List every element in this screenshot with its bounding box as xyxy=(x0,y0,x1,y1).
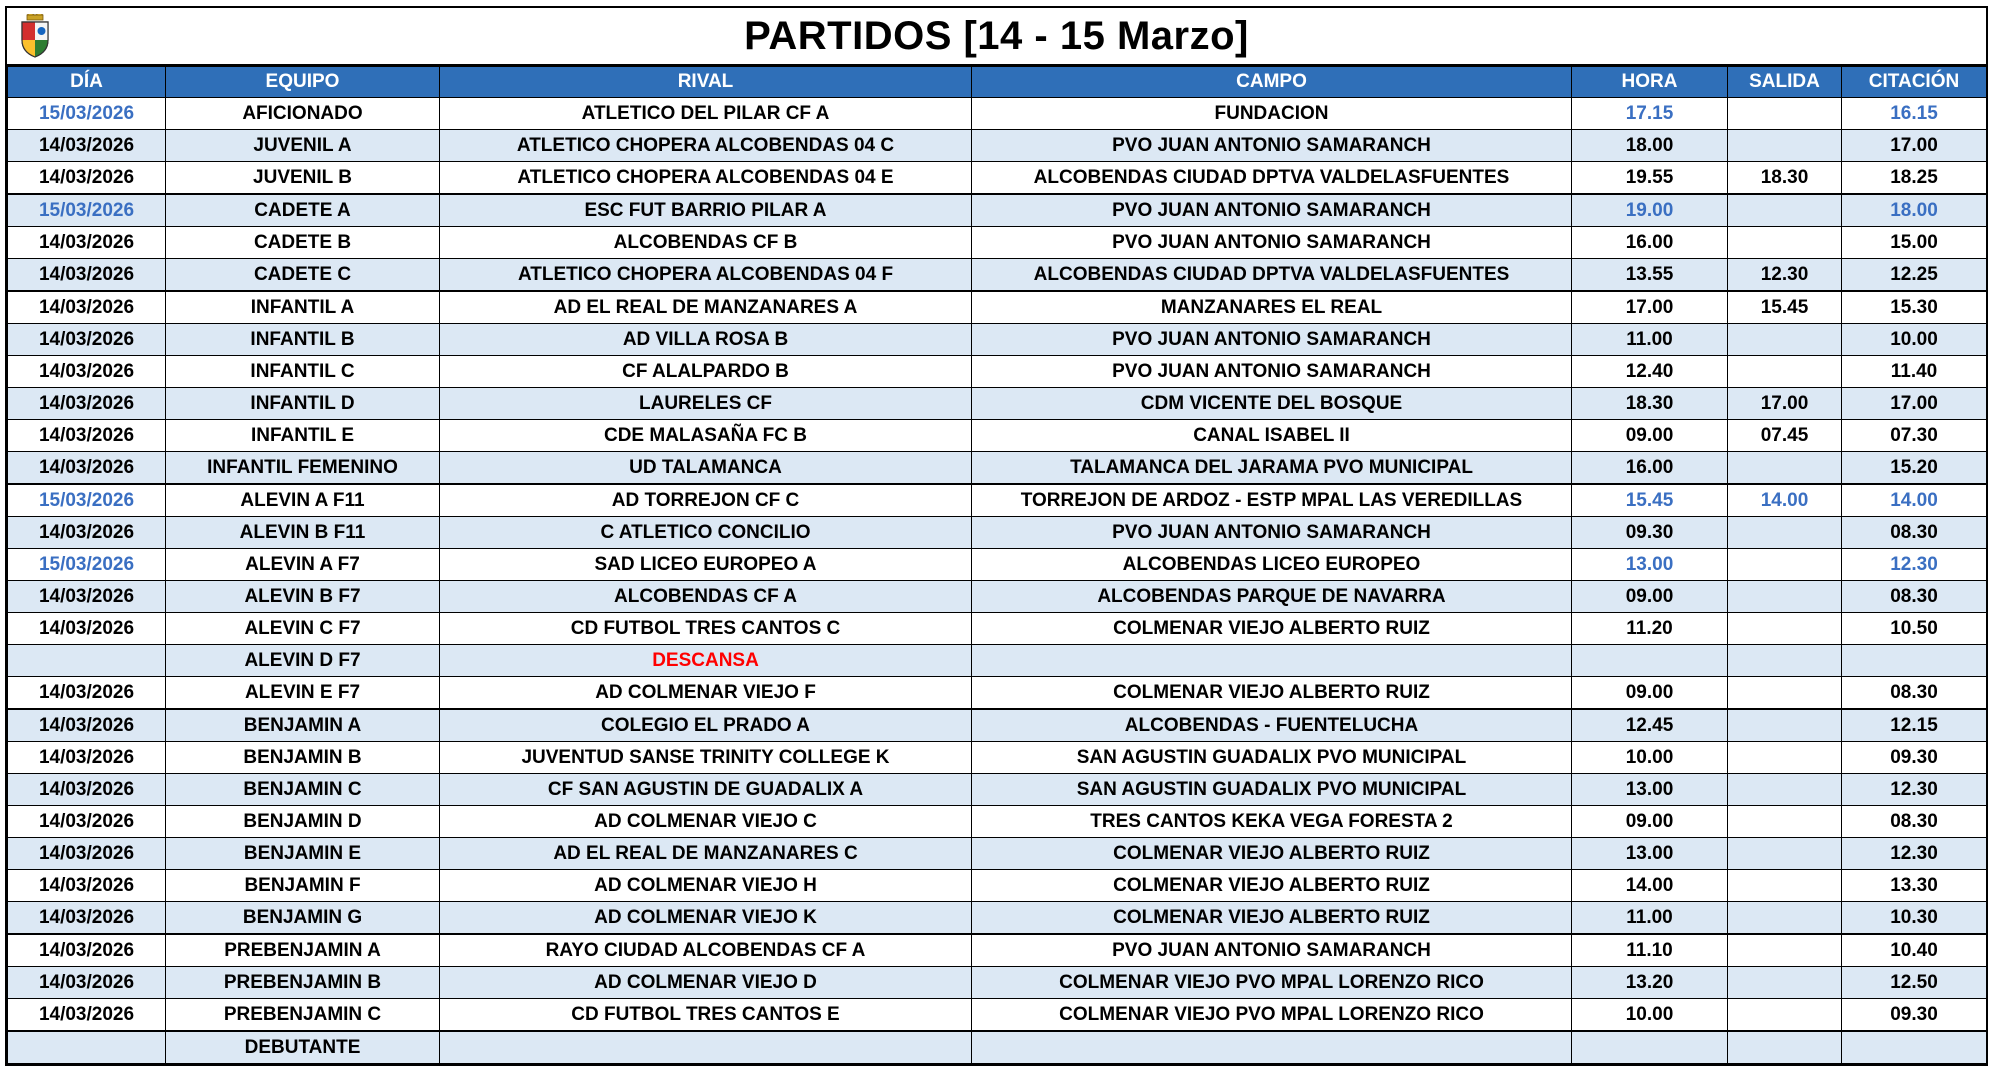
cell-hora xyxy=(1572,645,1728,677)
col-header-salida: SALIDA xyxy=(1728,67,1842,98)
table-row xyxy=(8,388,1987,420)
table-row xyxy=(8,806,1987,838)
cell-campo: COLMENAR VIEJO ALBERTO RUIZ xyxy=(972,902,1572,935)
cell-rival: SAD LICEO EUROPEO A xyxy=(440,549,972,581)
table-row xyxy=(8,967,1987,999)
table-row xyxy=(8,324,1987,356)
cell-citacion: 09.30 xyxy=(1842,999,1987,1032)
cell-campo: COLMENAR VIEJO ALBERTO RUIZ xyxy=(972,613,1572,645)
cell-campo: PVO JUAN ANTONIO SAMARANCH xyxy=(972,934,1572,967)
cell-campo: ALCOBENDAS CIUDAD DPTVA VALDELASFUENTES xyxy=(972,162,1572,195)
cell-rival: COLEGIO EL PRADO A xyxy=(440,709,972,742)
cell-citacion: 07.30 xyxy=(1842,420,1987,452)
cell-dia: 14/03/2026 xyxy=(8,838,166,870)
cell-campo: PVO JUAN ANTONIO SAMARANCH xyxy=(972,130,1572,162)
cell-hora: 09.00 xyxy=(1572,581,1728,613)
cell-salida xyxy=(1728,130,1842,162)
cell-campo: ALCOBENDAS LICEO EUROPEO xyxy=(972,549,1572,581)
cell-equipo: BENJAMIN B xyxy=(166,742,440,774)
cell-rival: AD EL REAL DE MANZANARES C xyxy=(440,838,972,870)
cell-salida xyxy=(1728,774,1842,806)
match-schedule-sheet xyxy=(5,6,1988,1066)
cell-dia: 14/03/2026 xyxy=(8,259,166,292)
cell-citacion: 15.00 xyxy=(1842,227,1987,259)
cell-equipo: BENJAMIN G xyxy=(166,902,440,935)
cell-hora: 11.00 xyxy=(1572,902,1728,935)
cell-rival: AD COLMENAR VIEJO C xyxy=(440,806,972,838)
cell-citacion: 14.00 xyxy=(1842,484,1987,517)
cell-citacion: 10.40 xyxy=(1842,934,1987,967)
cell-rival: ESC FUT BARRIO PILAR A xyxy=(440,194,972,227)
cell-rival: UD TALAMANCA xyxy=(440,452,972,485)
cell-equipo: BENJAMIN F xyxy=(166,870,440,902)
cell-dia: 14/03/2026 xyxy=(8,356,166,388)
cell-equipo: CADETE C xyxy=(166,259,440,292)
cell-dia xyxy=(8,1031,166,1064)
cell-rival: ATLETICO CHOPERA ALCOBENDAS 04 E xyxy=(440,162,972,195)
cell-dia: 14/03/2026 xyxy=(8,709,166,742)
cell-rival: CD FUTBOL TRES CANTOS E xyxy=(440,999,972,1032)
cell-hora: 10.00 xyxy=(1572,742,1728,774)
cell-equipo: INFANTIL FEMENINO xyxy=(166,452,440,485)
cell-hora: 13.20 xyxy=(1572,967,1728,999)
cell-salida xyxy=(1728,356,1842,388)
cell-hora: 19.00 xyxy=(1572,194,1728,227)
cell-campo: CANAL ISABEL II xyxy=(972,420,1572,452)
cell-citacion: 08.30 xyxy=(1842,581,1987,613)
cell-citacion: 16.15 xyxy=(1842,98,1987,130)
cell-campo: ALCOBENDAS - FUENTELUCHA xyxy=(972,709,1572,742)
cell-hora: 14.00 xyxy=(1572,870,1728,902)
cell-salida xyxy=(1728,613,1842,645)
cell-citacion: 08.30 xyxy=(1842,806,1987,838)
cell-hora: 19.55 xyxy=(1572,162,1728,195)
cell-equipo: BENJAMIN E xyxy=(166,838,440,870)
col-header-rival: RIVAL xyxy=(440,67,972,98)
cell-hora: 16.00 xyxy=(1572,227,1728,259)
cell-equipo: DEBUTANTE xyxy=(166,1031,440,1064)
cell-citacion xyxy=(1842,645,1987,677)
cell-equipo: ALEVIN D F7 xyxy=(166,645,440,677)
cell-salida xyxy=(1728,934,1842,967)
table-row xyxy=(8,420,1987,452)
cell-hora: 09.30 xyxy=(1572,517,1728,549)
cell-equipo: ALEVIN A F11 xyxy=(166,484,440,517)
cell-citacion: 12.50 xyxy=(1842,967,1987,999)
table-row xyxy=(8,356,1987,388)
cell-hora: 18.00 xyxy=(1572,130,1728,162)
cell-hora: 13.00 xyxy=(1572,774,1728,806)
cell-rival: CF SAN AGUSTIN DE GUADALIX A xyxy=(440,774,972,806)
cell-rival: AD EL REAL DE MANZANARES A xyxy=(440,291,972,324)
cell-citacion: 13.30 xyxy=(1842,870,1987,902)
cell-citacion: 17.00 xyxy=(1842,130,1987,162)
page-title: PARTIDOS [14 - 15 Marzo] xyxy=(744,13,1249,58)
table-row xyxy=(8,484,1987,517)
cell-equipo: INFANTIL D xyxy=(166,388,440,420)
cell-equipo: BENJAMIN C xyxy=(166,774,440,806)
cell-salida: 12.30 xyxy=(1728,259,1842,292)
cell-equipo: ALEVIN A F7 xyxy=(166,549,440,581)
cell-rival: AD COLMENAR VIEJO K xyxy=(440,902,972,935)
cell-dia: 14/03/2026 xyxy=(8,742,166,774)
cell-campo: TRES CANTOS KEKA VEGA FORESTA 2 xyxy=(972,806,1572,838)
cell-salida: 18.30 xyxy=(1728,162,1842,195)
cell-salida xyxy=(1728,517,1842,549)
cell-hora: 17.15 xyxy=(1572,98,1728,130)
cell-rival: CD FUTBOL TRES CANTOS C xyxy=(440,613,972,645)
cell-campo: PVO JUAN ANTONIO SAMARANCH xyxy=(972,517,1572,549)
cell-hora: 13.55 xyxy=(1572,259,1728,292)
col-header-campo: CAMPO xyxy=(972,67,1572,98)
cell-dia: 14/03/2026 xyxy=(8,999,166,1032)
cell-salida xyxy=(1728,194,1842,227)
cell-salida: 17.00 xyxy=(1728,388,1842,420)
cell-equipo: ALEVIN E F7 xyxy=(166,677,440,710)
cell-salida xyxy=(1728,581,1842,613)
cell-salida: 15.45 xyxy=(1728,291,1842,324)
cell-citacion: 12.15 xyxy=(1842,709,1987,742)
cell-dia: 14/03/2026 xyxy=(8,870,166,902)
cell-campo: CDM VICENTE DEL BOSQUE xyxy=(972,388,1572,420)
cell-dia: 15/03/2026 xyxy=(8,194,166,227)
cell-campo: FUNDACION xyxy=(972,98,1572,130)
cell-equipo: ALEVIN B F7 xyxy=(166,581,440,613)
cell-hora: 15.45 xyxy=(1572,484,1728,517)
cell-rival: AD COLMENAR VIEJO D xyxy=(440,967,972,999)
cell-campo: COLMENAR VIEJO ALBERTO RUIZ xyxy=(972,838,1572,870)
table-row xyxy=(8,227,1987,259)
cell-dia: 14/03/2026 xyxy=(8,130,166,162)
table-header-row xyxy=(8,67,1987,98)
table-row xyxy=(8,934,1987,967)
cell-equipo: CADETE A xyxy=(166,194,440,227)
cell-dia: 14/03/2026 xyxy=(8,517,166,549)
cell-dia: 15/03/2026 xyxy=(8,484,166,517)
cell-hora: 17.00 xyxy=(1572,291,1728,324)
cell-dia: 14/03/2026 xyxy=(8,613,166,645)
club-crest-icon xyxy=(17,14,53,58)
cell-dia: 14/03/2026 xyxy=(8,420,166,452)
cell-dia: 14/03/2026 xyxy=(8,934,166,967)
cell-citacion: 10.00 xyxy=(1842,324,1987,356)
cell-campo: PVO JUAN ANTONIO SAMARANCH xyxy=(972,194,1572,227)
title-row xyxy=(7,8,1986,66)
cell-equipo: PREBENJAMIN B xyxy=(166,967,440,999)
table-row xyxy=(8,291,1987,324)
cell-campo: PVO JUAN ANTONIO SAMARANCH xyxy=(972,324,1572,356)
cell-campo: PVO JUAN ANTONIO SAMARANCH xyxy=(972,356,1572,388)
cell-salida: 14.00 xyxy=(1728,484,1842,517)
cell-salida xyxy=(1728,98,1842,130)
cell-hora: 09.00 xyxy=(1572,806,1728,838)
cell-rival: AD TORREJON CF C xyxy=(440,484,972,517)
cell-dia: 14/03/2026 xyxy=(8,227,166,259)
cell-equipo: JUVENIL A xyxy=(166,130,440,162)
cell-campo: COLMENAR VIEJO PVO MPAL LORENZO RICO xyxy=(972,967,1572,999)
col-header-hora: HORA xyxy=(1572,67,1728,98)
cell-rival: ATLETICO CHOPERA ALCOBENDAS 04 F xyxy=(440,259,972,292)
cell-hora: 12.40 xyxy=(1572,356,1728,388)
cell-equipo: INFANTIL B xyxy=(166,324,440,356)
cell-salida xyxy=(1728,324,1842,356)
cell-salida xyxy=(1728,645,1842,677)
cell-campo: SAN AGUSTIN GUADALIX PVO MUNICIPAL xyxy=(972,742,1572,774)
cell-rival: DESCANSA xyxy=(440,645,972,677)
cell-hora: 10.00 xyxy=(1572,999,1728,1032)
cell-equipo: INFANTIL A xyxy=(166,291,440,324)
table-row xyxy=(8,98,1987,130)
cell-campo: PVO JUAN ANTONIO SAMARANCH xyxy=(972,227,1572,259)
cell-campo: TALAMANCA DEL JARAMA PVO MUNICIPAL xyxy=(972,452,1572,485)
cell-rival: AD COLMENAR VIEJO F xyxy=(440,677,972,710)
table-row xyxy=(8,742,1987,774)
table-row xyxy=(8,259,1987,292)
cell-citacion: 08.30 xyxy=(1842,677,1987,710)
cell-dia: 14/03/2026 xyxy=(8,581,166,613)
cell-salida xyxy=(1728,999,1842,1032)
cell-salida xyxy=(1728,902,1842,935)
cell-dia: 14/03/2026 xyxy=(8,324,166,356)
cell-salida xyxy=(1728,1031,1842,1064)
cell-citacion: 12.30 xyxy=(1842,838,1987,870)
cell-citacion: 17.00 xyxy=(1842,388,1987,420)
cell-campo: COLMENAR VIEJO PVO MPAL LORENZO RICO xyxy=(972,999,1572,1032)
cell-equipo: AFICIONADO xyxy=(166,98,440,130)
cell-salida: 07.45 xyxy=(1728,420,1842,452)
table-row xyxy=(8,162,1987,195)
col-header-citacion: CITACIÓN xyxy=(1842,67,1987,98)
cell-equipo: BENJAMIN D xyxy=(166,806,440,838)
cell-dia: 15/03/2026 xyxy=(8,549,166,581)
cell-rival: C ATLETICO CONCILIO xyxy=(440,517,972,549)
table-row xyxy=(8,517,1987,549)
col-header-dia: DÍA xyxy=(8,67,166,98)
cell-rival: RAYO CIUDAD ALCOBENDAS CF A xyxy=(440,934,972,967)
table-row xyxy=(8,452,1987,485)
cell-campo: TORREJON DE ARDOZ - ESTP MPAL LAS VEREDILLAS xyxy=(972,484,1572,517)
table-row xyxy=(8,613,1987,645)
col-header-equipo: EQUIPO xyxy=(166,67,440,98)
cell-salida xyxy=(1728,838,1842,870)
cell-hora: 13.00 xyxy=(1572,549,1728,581)
table-row xyxy=(8,838,1987,870)
cell-rival: AD COLMENAR VIEJO H xyxy=(440,870,972,902)
cell-dia: 14/03/2026 xyxy=(8,388,166,420)
cell-rival: ALCOBENDAS CF A xyxy=(440,581,972,613)
table-row xyxy=(8,645,1987,677)
table-row xyxy=(8,677,1987,710)
cell-dia xyxy=(8,645,166,677)
table-row xyxy=(8,581,1987,613)
cell-citacion: 09.30 xyxy=(1842,742,1987,774)
cell-rival: ATLETICO DEL PILAR CF A xyxy=(440,98,972,130)
cell-hora: 09.00 xyxy=(1572,420,1728,452)
cell-citacion: 15.30 xyxy=(1842,291,1987,324)
cell-citacion: 08.30 xyxy=(1842,517,1987,549)
cell-equipo: JUVENIL B xyxy=(166,162,440,195)
cell-equipo: PREBENJAMIN A xyxy=(166,934,440,967)
cell-rival: CDE MALASAÑA FC B xyxy=(440,420,972,452)
cell-salida xyxy=(1728,709,1842,742)
cell-rival: CF ALALPARDO B xyxy=(440,356,972,388)
cell-hora: 11.20 xyxy=(1572,613,1728,645)
cell-salida xyxy=(1728,549,1842,581)
cell-citacion: 12.30 xyxy=(1842,774,1987,806)
table-row xyxy=(8,999,1987,1032)
cell-equipo: ALEVIN C F7 xyxy=(166,613,440,645)
cell-citacion: 12.25 xyxy=(1842,259,1987,292)
cell-dia: 14/03/2026 xyxy=(8,774,166,806)
cell-equipo: CADETE B xyxy=(166,227,440,259)
matches-table xyxy=(7,66,1987,1064)
cell-citacion: 11.40 xyxy=(1842,356,1987,388)
table-row xyxy=(8,870,1987,902)
cell-hora: 11.00 xyxy=(1572,324,1728,356)
cell-citacion: 12.30 xyxy=(1842,549,1987,581)
cell-citacion: 18.00 xyxy=(1842,194,1987,227)
cell-hora: 09.00 xyxy=(1572,677,1728,710)
cell-salida xyxy=(1728,452,1842,485)
cell-campo xyxy=(972,645,1572,677)
cell-equipo: INFANTIL E xyxy=(166,420,440,452)
table-row xyxy=(8,709,1987,742)
cell-hora: 13.00 xyxy=(1572,838,1728,870)
cell-hora: 11.10 xyxy=(1572,934,1728,967)
cell-salida xyxy=(1728,806,1842,838)
cell-rival xyxy=(440,1031,972,1064)
cell-salida xyxy=(1728,967,1842,999)
cell-campo: COLMENAR VIEJO ALBERTO RUIZ xyxy=(972,677,1572,710)
table-row xyxy=(8,194,1987,227)
cell-citacion: 15.20 xyxy=(1842,452,1987,485)
cell-salida xyxy=(1728,870,1842,902)
cell-hora: 12.45 xyxy=(1572,709,1728,742)
cell-citacion: 18.25 xyxy=(1842,162,1987,195)
table-row xyxy=(8,1031,1987,1064)
cell-citacion xyxy=(1842,1031,1987,1064)
cell-dia: 14/03/2026 xyxy=(8,806,166,838)
cell-campo: ALCOBENDAS PARQUE DE NAVARRA xyxy=(972,581,1572,613)
cell-rival: AD VILLA ROSA B xyxy=(440,324,972,356)
cell-campo: ALCOBENDAS CIUDAD DPTVA VALDELASFUENTES xyxy=(972,259,1572,292)
cell-equipo: BENJAMIN A xyxy=(166,709,440,742)
cell-rival: ATLETICO CHOPERA ALCOBENDAS 04 C xyxy=(440,130,972,162)
cell-dia: 14/03/2026 xyxy=(8,291,166,324)
cell-campo: MANZANARES EL REAL xyxy=(972,291,1572,324)
cell-dia: 14/03/2026 xyxy=(8,967,166,999)
table-row xyxy=(8,774,1987,806)
cell-campo: SAN AGUSTIN GUADALIX PVO MUNICIPAL xyxy=(972,774,1572,806)
cell-salida xyxy=(1728,677,1842,710)
cell-hora: 18.30 xyxy=(1572,388,1728,420)
cell-equipo: PREBENJAMIN C xyxy=(166,999,440,1032)
cell-hora: 16.00 xyxy=(1572,452,1728,485)
cell-dia: 14/03/2026 xyxy=(8,677,166,710)
table-row xyxy=(8,902,1987,935)
cell-equipo: ALEVIN B F11 xyxy=(166,517,440,549)
cell-campo: COLMENAR VIEJO ALBERTO RUIZ xyxy=(972,870,1572,902)
cell-salida xyxy=(1728,742,1842,774)
cell-citacion: 10.30 xyxy=(1842,902,1987,935)
cell-campo xyxy=(972,1031,1572,1064)
cell-equipo: INFANTIL C xyxy=(166,356,440,388)
cell-rival: LAURELES CF xyxy=(440,388,972,420)
cell-dia: 15/03/2026 xyxy=(8,98,166,130)
cell-salida xyxy=(1728,227,1842,259)
cell-dia: 14/03/2026 xyxy=(8,902,166,935)
table-row xyxy=(8,130,1987,162)
cell-dia: 14/03/2026 xyxy=(8,162,166,195)
cell-rival: ALCOBENDAS CF B xyxy=(440,227,972,259)
cell-dia: 14/03/2026 xyxy=(8,452,166,485)
table-row xyxy=(8,549,1987,581)
cell-hora xyxy=(1572,1031,1728,1064)
cell-citacion: 10.50 xyxy=(1842,613,1987,645)
cell-rival: JUVENTUD SANSE TRINITY COLLEGE K xyxy=(440,742,972,774)
table-body xyxy=(8,98,1987,1064)
